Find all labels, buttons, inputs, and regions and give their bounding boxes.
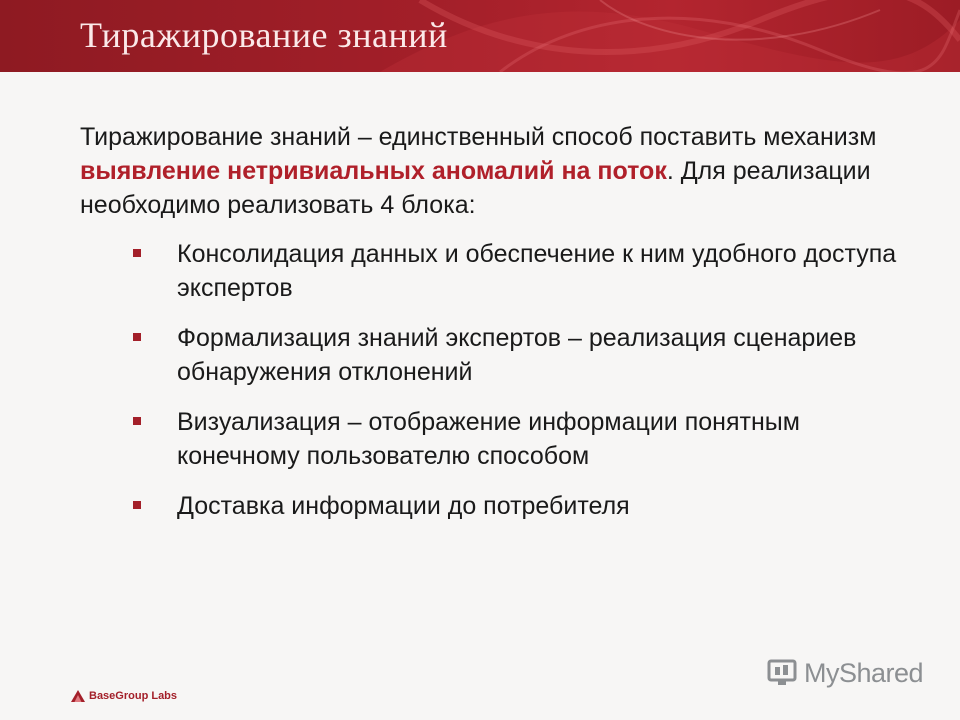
brand-name: BaseGroup Labs — [89, 690, 178, 702]
square-bullet-icon — [133, 501, 141, 509]
watermark-text: MyShared — [804, 657, 924, 688]
list-item — [80, 405, 900, 473]
list-item — [80, 321, 900, 389]
triangle-logo-icon — [70, 689, 86, 703]
list-item — [80, 489, 900, 523]
list-item-text: Визуализация – отображение информации понятным конечному пользователю способом — [177, 408, 800, 470]
list-item — [80, 237, 900, 305]
blocks-list — [80, 237, 900, 523]
myshared-watermark — [766, 656, 923, 690]
list-item-text: Формализация знаний экспертов – реализация сценариев обнаружения отклонений — [177, 324, 857, 386]
intro-text-start: Тиражирование знаний – единственный способ поставить механизм — [80, 123, 877, 151]
square-bullet-icon — [133, 417, 141, 425]
intro-text-end: . Для реализации необходимо реализовать 4 блока: — [80, 157, 871, 219]
square-bullet-icon — [133, 333, 141, 341]
basegroup-logo — [70, 687, 177, 705]
slide-header — [0, 0, 960, 72]
square-bullet-icon — [133, 249, 141, 257]
intro-paragraph — [80, 120, 900, 222]
slide-content — [80, 120, 900, 539]
intro-highlight: выявление нетривиальных аномалий на поток — [80, 157, 667, 185]
list-item-text: Доставка информации до потребителя — [177, 492, 630, 520]
monitor-logo-icon — [766, 658, 800, 688]
list-item-text: Консолидация данных и обеспечение к ним удобного доступа экспертов — [177, 240, 897, 302]
slide-title: Тиражирование знаний — [80, 15, 448, 55]
